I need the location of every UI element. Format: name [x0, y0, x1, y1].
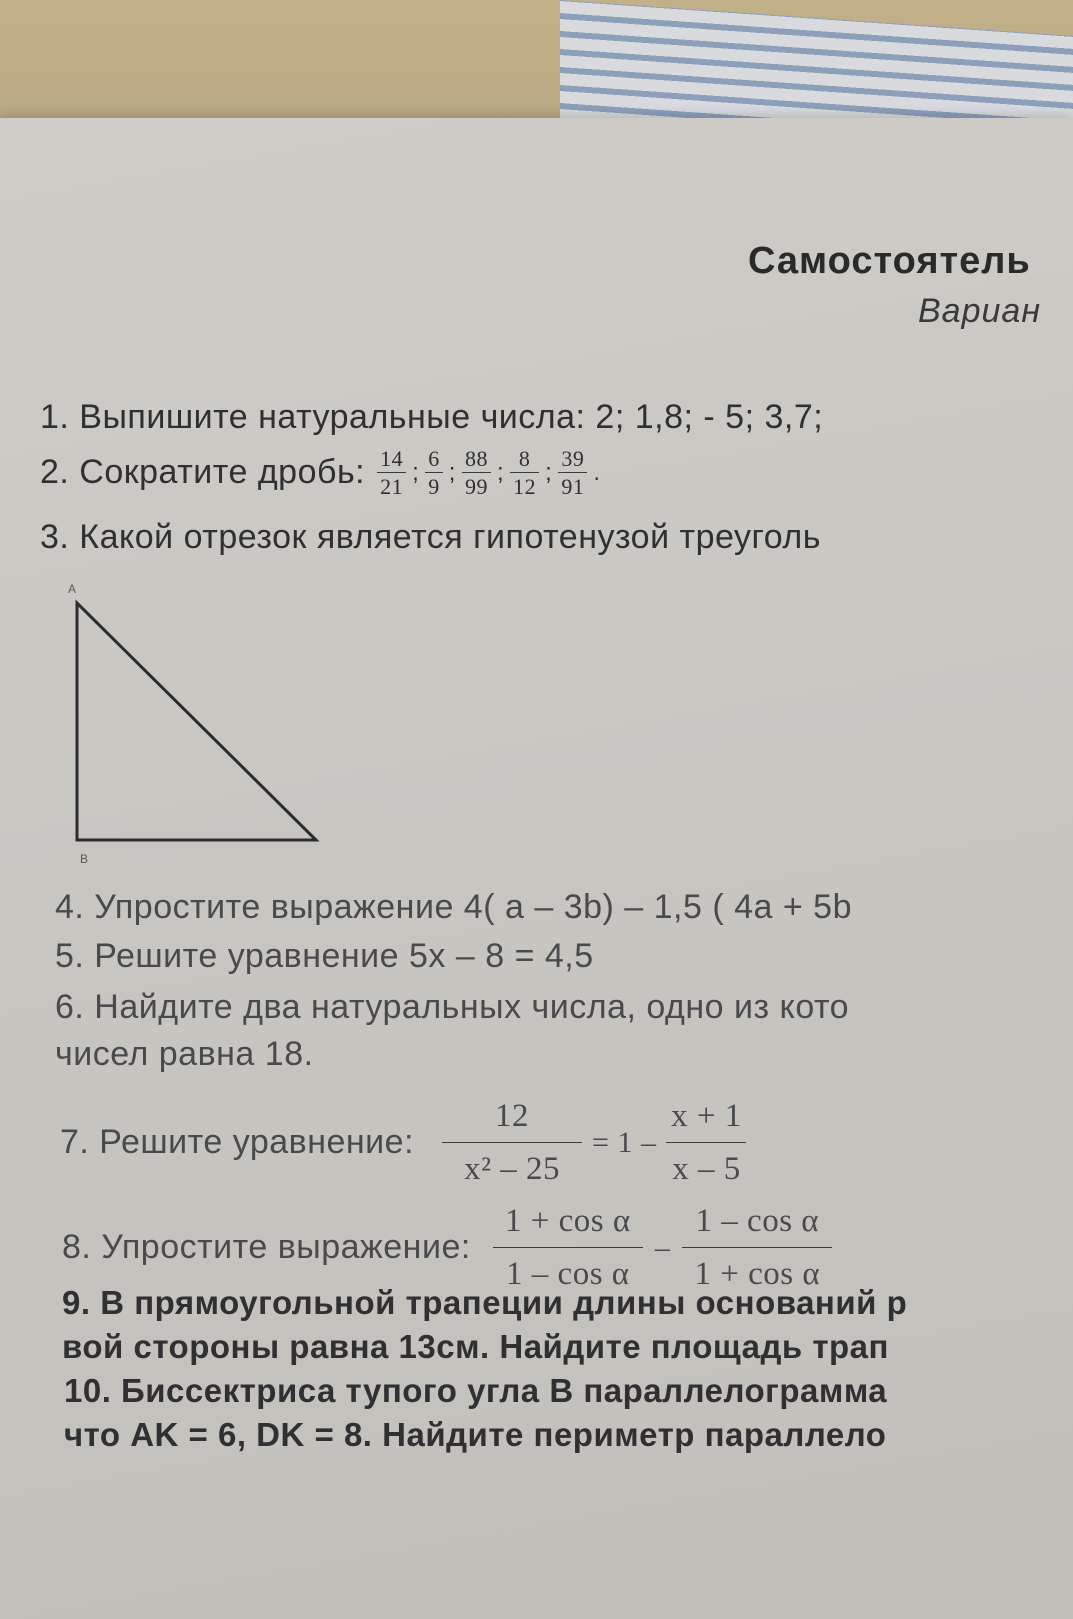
task-10-line-2: что AK = 6, DK = 8. Найдите периметр параллело — [64, 1416, 887, 1453]
task-6-line-2: чисел равна 18. — [55, 1035, 314, 1073]
fraction-1-den: 21 — [380, 474, 404, 499]
fraction-4 — [510, 445, 539, 500]
task-7-lhs-den: x² – 25 — [464, 1151, 560, 1187]
fraction-3 — [462, 445, 491, 500]
task-7-prefix: 7. Решите уравнение: — [60, 1123, 415, 1161]
right-triangle-figure — [60, 575, 340, 865]
fraction-4-num: 8 — [510, 445, 539, 473]
task-1: 1. Выпишите натуральные числа: 2; 1,8; - 5; 3,7; — [40, 398, 824, 436]
separator: ; — [545, 458, 553, 486]
task-5: 5. Решите уравнение 5x – 8 = 4,5 — [55, 937, 594, 975]
fraction-1-num: 14 — [377, 445, 406, 473]
fraction-5-den: 91 — [561, 474, 585, 499]
fraction-3-den: 99 — [464, 474, 488, 499]
task-9-line-1: 9. В прямоугольной трапеции длины оснований р — [62, 1284, 908, 1321]
task-10-line-1: 10. Биссектриса тупого угла В параллелограмма — [64, 1372, 888, 1409]
task-4: 4. Упростите выражение 4( a – 3b) – 1,5 ( 4a + 5b — [55, 888, 853, 926]
task-7-equals: = 1 – — [592, 1125, 657, 1159]
fraction-5-num: 39 — [558, 445, 587, 473]
task-8-f2-den: 1 + cos α — [694, 1256, 821, 1292]
vertex-label-top: A — [68, 582, 77, 596]
task-8-f2-num: 1 – cos α — [682, 1195, 832, 1248]
fraction-2-num: 6 — [425, 445, 443, 473]
fraction-1 — [377, 445, 406, 500]
worksheet-variant: Вариан — [918, 292, 1042, 330]
task-2 — [40, 445, 602, 500]
task-8-prefix: 8. Упростите выражение: — [62, 1228, 471, 1266]
fraction-2 — [425, 445, 443, 500]
task-7-lhs-fraction — [442, 1090, 582, 1195]
worksheet-title: Самостоятель — [748, 240, 1031, 282]
task-7-rhs-num: x + 1 — [666, 1090, 746, 1143]
fraction-4-den: 12 — [513, 474, 537, 499]
separator: ; — [412, 458, 420, 486]
fraction-3-num: 88 — [462, 445, 491, 473]
separator: ; — [448, 458, 456, 486]
task-6-line-1: 6. Найдите два натуральных числа, одно из кото — [55, 988, 850, 1026]
fraction-5 — [558, 445, 587, 500]
task-7-rhs-fraction — [666, 1090, 746, 1195]
fraction-2-den: 9 — [428, 474, 440, 499]
vertex-label-bottom: B — [80, 852, 89, 865]
end-period: . — [593, 458, 601, 486]
triangle-shape — [77, 603, 316, 840]
task-8-f1-den: 1 – cos α — [506, 1256, 630, 1292]
task-8-f1-num: 1 + cos α — [493, 1195, 643, 1248]
task-8-operator: – — [654, 1230, 671, 1264]
task-2-prefix: 2. Сократите дробь: — [40, 453, 366, 491]
task-7 — [60, 1090, 750, 1195]
separator: ; — [496, 458, 505, 486]
task-9-line-2: вой стороны равна 13см. Найдите площадь трап — [62, 1328, 889, 1365]
task-7-rhs-den: x – 5 — [672, 1151, 741, 1187]
task-7-lhs-num: 12 — [442, 1090, 582, 1143]
task-3: 3. Какой отрезок является гипотенузой треуголь — [40, 518, 821, 556]
